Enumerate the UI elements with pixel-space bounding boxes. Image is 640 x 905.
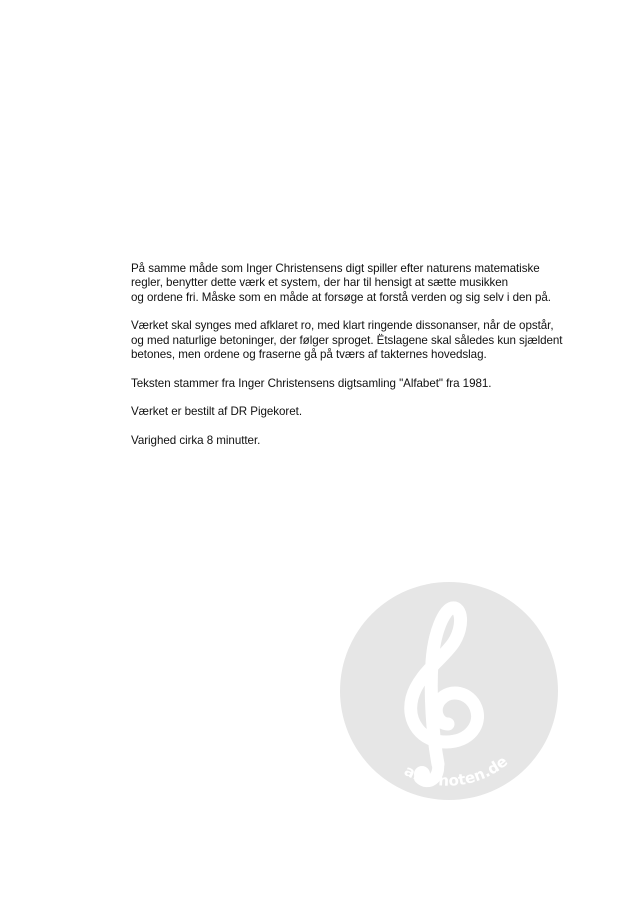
body-text xyxy=(131,262,601,463)
paragraph-performance-notes: Værket skal synges med afklaret ro, med klart ringende dissonanser, når de opstår, og med naturlige betoninger, der følger sproget. Ëtslagene skal således kun sjældent betones, men ordene og fraserne gå på tværs af takternes hovedslag. xyxy=(131,319,563,362)
paragraph-commission: Værket er bestilt af DR Pigekoret. xyxy=(131,405,302,419)
paragraph-duration: Varighed cirka 8 minutter. xyxy=(131,434,261,447)
watermark-text: alle-noten.de xyxy=(401,752,511,790)
paragraph-text-source: Teksten stammer fra Inger Christensens digtsamling "Alfabet" fra 1981. xyxy=(131,376,492,390)
watermark-logo xyxy=(340,582,558,800)
paragraph-intro: På samme måde som Inger Christensens digt spiller efter naturens matematiske regler, benytter dette værk et system, der har til hensigt at sætte musikken og ordene fri. Måske som en måde at forsøge at forstå verden og sig selv i den på. xyxy=(131,262,551,304)
